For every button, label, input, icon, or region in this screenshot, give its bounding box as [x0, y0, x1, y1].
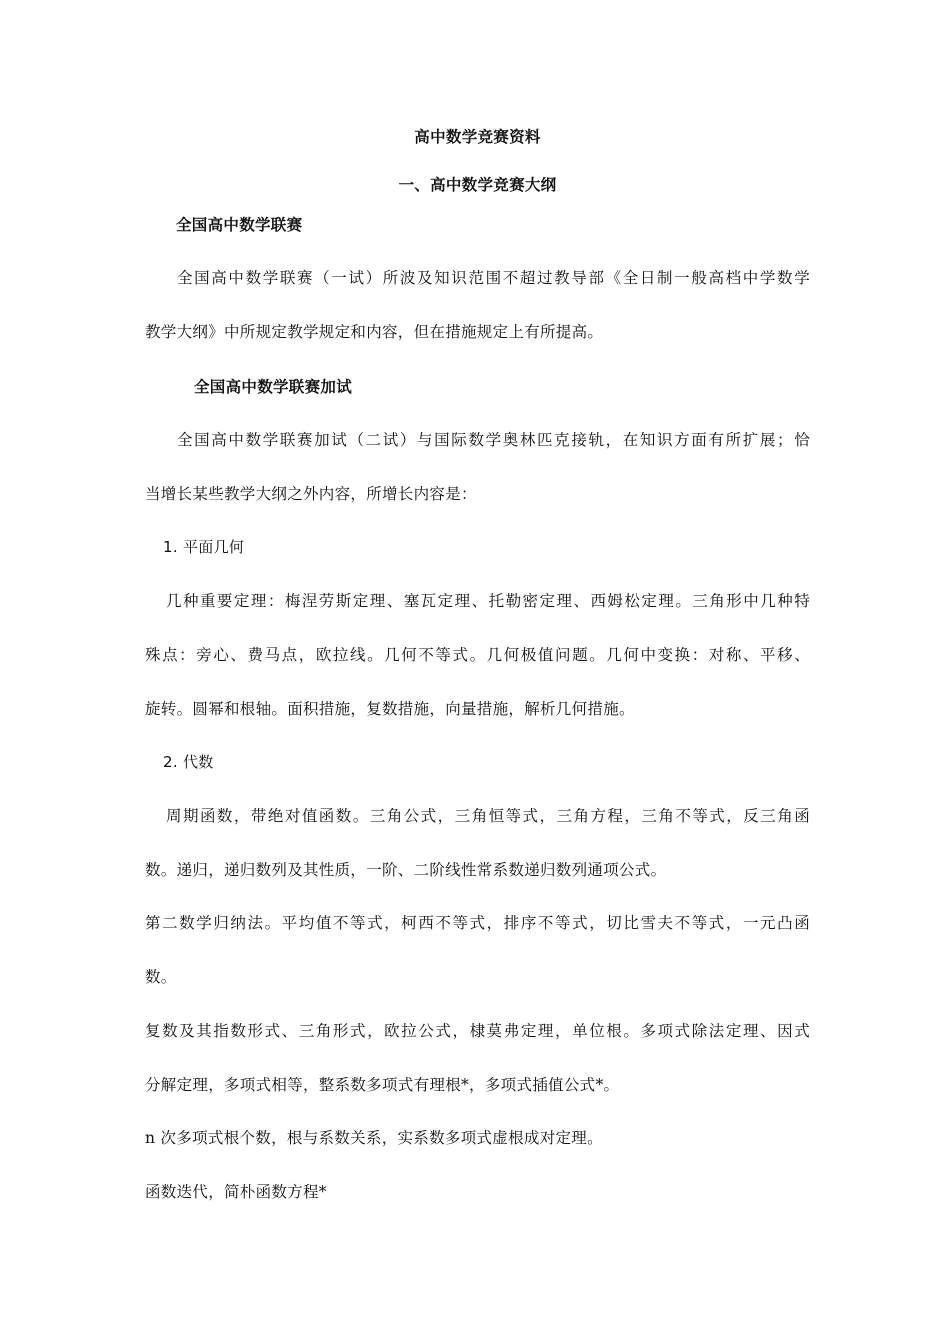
para-5-line-2: 数。 — [145, 968, 177, 986]
para-6-line-1: 复数及其指数形式、三角形式，欧拉公式，棣莫弗定理，单位根。多项式除法定理、因式 — [145, 1022, 810, 1040]
para-1-line-1: 全国高中数学联赛（一试）所波及知识范围不超过教导部《全日制一般高档中学数学 — [177, 269, 810, 287]
para-5-line-1: 第二数学归纳法。平均值不等式，柯西不等式，排序不等式，切比雪夫不等式，一元凸函 — [145, 914, 810, 932]
para-8: 函数迭代，简朴函数方程* — [145, 1183, 327, 1201]
heading-league-additional: 全国高中数学联赛加试 — [194, 377, 353, 396]
section-title: 一、高中数学竞赛大纲 — [398, 175, 557, 194]
heading-national-league: 全国高中数学联赛 — [176, 215, 303, 234]
para-3-line-3: 旋转。圆幂和根轴。面积措施，复数措施，向量措施，解析几何措施。 — [145, 700, 635, 718]
para-3-line-2: 殊点：旁心、费马点，欧拉线。几何不等式。几何极值问题。几何中变换：对称、平移、 — [145, 646, 810, 664]
para-1-line-2: 教学大纲》中所规定教学规定和内容，但在措施规定上有所提高。 — [145, 323, 604, 341]
para-3-line-1: 几种重要定理：梅涅劳斯定理、塞瓦定理、托勒密定理、西姆松定理。三角形中几种特 — [166, 592, 810, 610]
para-2-line-2: 当增长某些教学大纲之外内容，所增长内容是： — [145, 485, 477, 503]
para-7: n 次多项式根个数，根与系数关系，实系数多项式虚根成对定理。 — [145, 1129, 603, 1147]
subheading-plane-geometry: 1. 平面几何 — [163, 538, 245, 556]
document-title: 高中数学竞赛资料 — [414, 127, 541, 146]
para-2-line-1: 全国高中数学联赛加试（二试）与国际数学奥林匹克接轨，在知识方面有所扩展；恰 — [177, 431, 810, 449]
para-6-line-2: 分解定理，多项式相等，整系数多项式有理根*，多项式插值公式*。 — [145, 1076, 620, 1094]
subheading-algebra: 2. 代数 — [163, 753, 214, 771]
para-4-line-2: 数。递归，递归数列及其性质，一阶、二阶线性常系数递归数列通项公式。 — [145, 861, 667, 879]
para-4-line-1: 周期函数，带绝对值函数。三角公式，三角恒等式，三角方程，三角不等式，反三角函 — [166, 807, 810, 825]
